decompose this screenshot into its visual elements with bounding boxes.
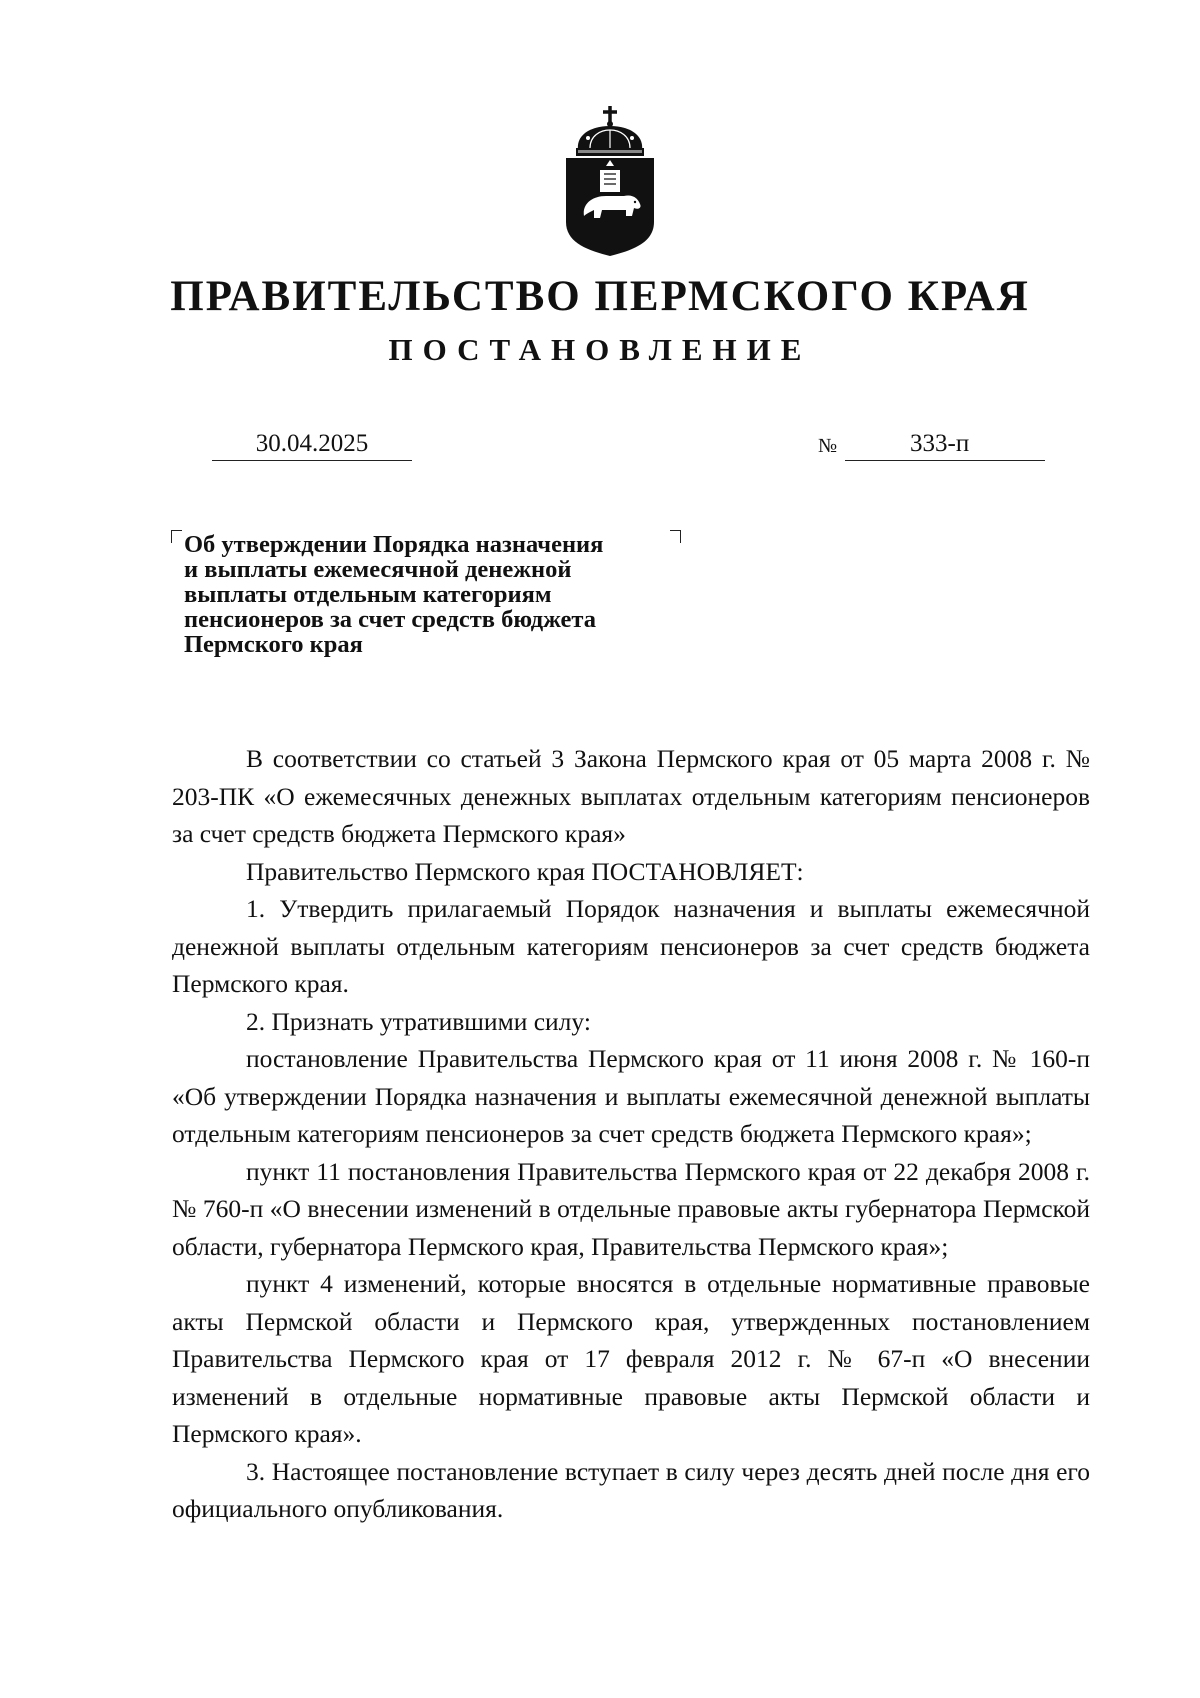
document-body [172, 740, 1090, 1528]
number-sign: № [818, 435, 838, 457]
heading-line: пенсионеров за счет средств бюджета [184, 606, 596, 633]
document-type: ПОСТАНОВЛЕНИЕ [388, 332, 812, 367]
body-paragraph: 3. Настоящее постановление вступает в силу через десять дней после дня его официального опубликования. [172, 1456, 1090, 1523]
coat-of-arms-icon [562, 104, 658, 258]
body-paragraph: В соответствии со статьей 3 Закона Пермского края от 05 марта 2008 г. № 203-ПК «О ежемесячных денежных выплатах отдельным категориям пенсионеров за счет средств бюджета Пермского края» [172, 744, 1090, 848]
heading-corner-left [171, 530, 182, 543]
heading-line: Пермского края [184, 631, 363, 658]
document-heading [184, 532, 704, 657]
heading-line: и выплаты ежемесячной денежной [184, 556, 572, 583]
body-paragraph: постановление Правительства Пермского края от 11 июня 2008 г. № 160-п «Об утверждении Порядка назначения и выплаты ежемесячной денежной выплаты отдельным категориям пенсионеров за счет средств бюджета Пермского края»; [172, 1044, 1090, 1148]
body-paragraph: Правительство Пермского края ПОСТАНОВЛЯЕТ: [246, 856, 804, 886]
body-paragraph: пункт 4 изменений, которые вносятся в отдельные нормативные правовые акты Пермской области и Пермского края, утвержденных постановлением Правительства Пермского края от 17 февраля 2012 г. № 67-п «О внесении изменений в отдельные нормативные правовые акты Пермской области и Пермского края». [172, 1269, 1090, 1448]
document-number-field [845, 428, 1045, 461]
body-paragraph: пункт 11 постановления Правительства Пермского края от 22 декабря 2008 г. № 760-п «О внесении изменений в отдельные правовые акты губернатора Пермской области, губернатора Пермского края, Правительства Пермского края»; [172, 1156, 1090, 1261]
heading-line: выплаты отдельным категориям [184, 581, 552, 608]
heading-line: Об утверждении Порядка назначения [184, 531, 604, 558]
document-number: 333-п [910, 430, 970, 457]
document-date: 30.04.2025 [212, 428, 412, 461]
body-paragraph: 1. Утвердить прилагаемый Порядок назначения и выплаты ежемесячной денежной выплаты отдельным категориям пенсионеров за счет средств бюджета Пермского края. [172, 894, 1090, 998]
body-paragraph: 2. Признать утратившими силу: [246, 1006, 591, 1036]
government-title: ПРАВИТЕЛЬСТВО ПЕРМСКОГО КРАЯ [170, 273, 1030, 320]
